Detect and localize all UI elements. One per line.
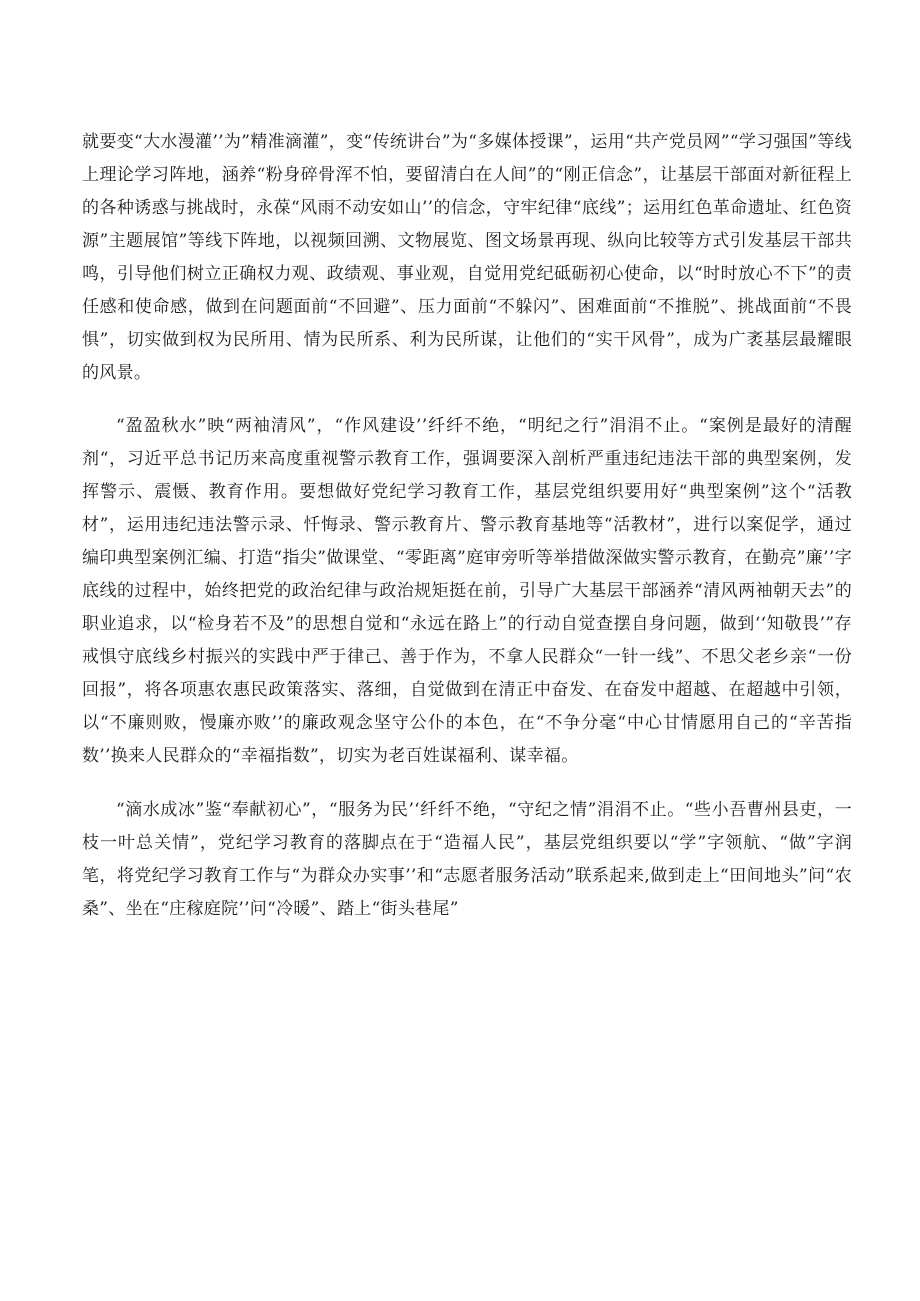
document-body xyxy=(82,126,852,926)
paragraph-1: 就要变“大水漫灌’’为”精准滴灌”，变“传统讲台”为“多媒体授课”，运用“共产党员网”“学习强国”等线上理论学习阵地，涵养“粉身碎骨浑不怕，要留清白在人间”的“刚正信念”，让基层干部面对新征程上的各种诱惑与挑战时，永葆“风雨不动安如山’’的信念，守牢纪律“底线”；运用红色革命遗址、红色资源”主题展馆”等线下阵地，以视频回溯、文物展览、图文场景再现、纵向比较等方式引发基层干部共鸣，引导他们树立正确权力观、政绩观、事业观，自觉用党纪砥砺初心使命，以“时时放心不下”的责任感和使命感，做到在问题面前“不回避”、压力面前“不躲闪”、困难面前“不推脱”、挑战面前“不畏惧”，切实做到权为民所用、情为民所系、利为民所谋，让他们的“实干风骨”，成为广袤基层最耀眼的风景。 xyxy=(82,132,852,383)
paragraph-3: “滴水成冰”鉴“奉献初心”，“服务为民’‘纤纤不绝，“守纪之情”涓涓不止。“些小吾曹州县吏，一枝一叶总关情”，党纪学习教育的落脚点在于“造福人民”，基层党组织要以“学”字领航、“做”字润笔，将党纪学习教育工作与“为群众办实事’’和“志愿者服务活动”联系起来,做到走上“田间地头”问“农桑”、坐在“庄稼庭院’’问“冷暖”、踏上“街头巷尾” xyxy=(82,800,852,919)
paragraph-2: “盈盈秋水”映“两袖清风”，“作风建设’’纤纤不绝，“明纪之行”涓涓不止。“案例是最好的清醒剂“，习近平总书记历来高度重视警示教育工作，强调要深入剖析严重违纪违法干部的典型案例，发挥警示、震慑、教育作用。要想做好党纪学习教育工作，基层党组织要用好“典型案例”这个“活教材”，运用违纪违法警示录、忏悔录、警示教育片、警示教育基地等“活教材”，进行以案促学，通过编印典型案例汇编、打造“指尖”做课堂、“零距离”庭审旁听等举措做深做实警示教育，在勤亮”廉’’字底线的过程中，始终把党的政治纪律与政治规矩挺在前，引导广大基层干部涵养“清风两袖朝天去”的职业追求，以“检身若不及”的思想自觉和“永远在路上”的行动自觉查摆自身问题，做到‘‘知敬畏’”存戒惧守底线乡村振兴的实践中严于律己、善于作为，不拿人民群众“一针一线”、不思父老乡亲“一份回报”，将各项惠农惠民政策落实、落细，自觉做到在清正中奋发、在奋发中超越、在超越中引领，以“不廉则败，慢廉亦败’’的廉政观念坚守公仆的本色，在“不争分毫“中心甘情愿用自己的“辛苦指数’’换来人民群众的“幸福指数”，切实为老百姓谋福利、谋幸福。 xyxy=(82,416,852,766)
